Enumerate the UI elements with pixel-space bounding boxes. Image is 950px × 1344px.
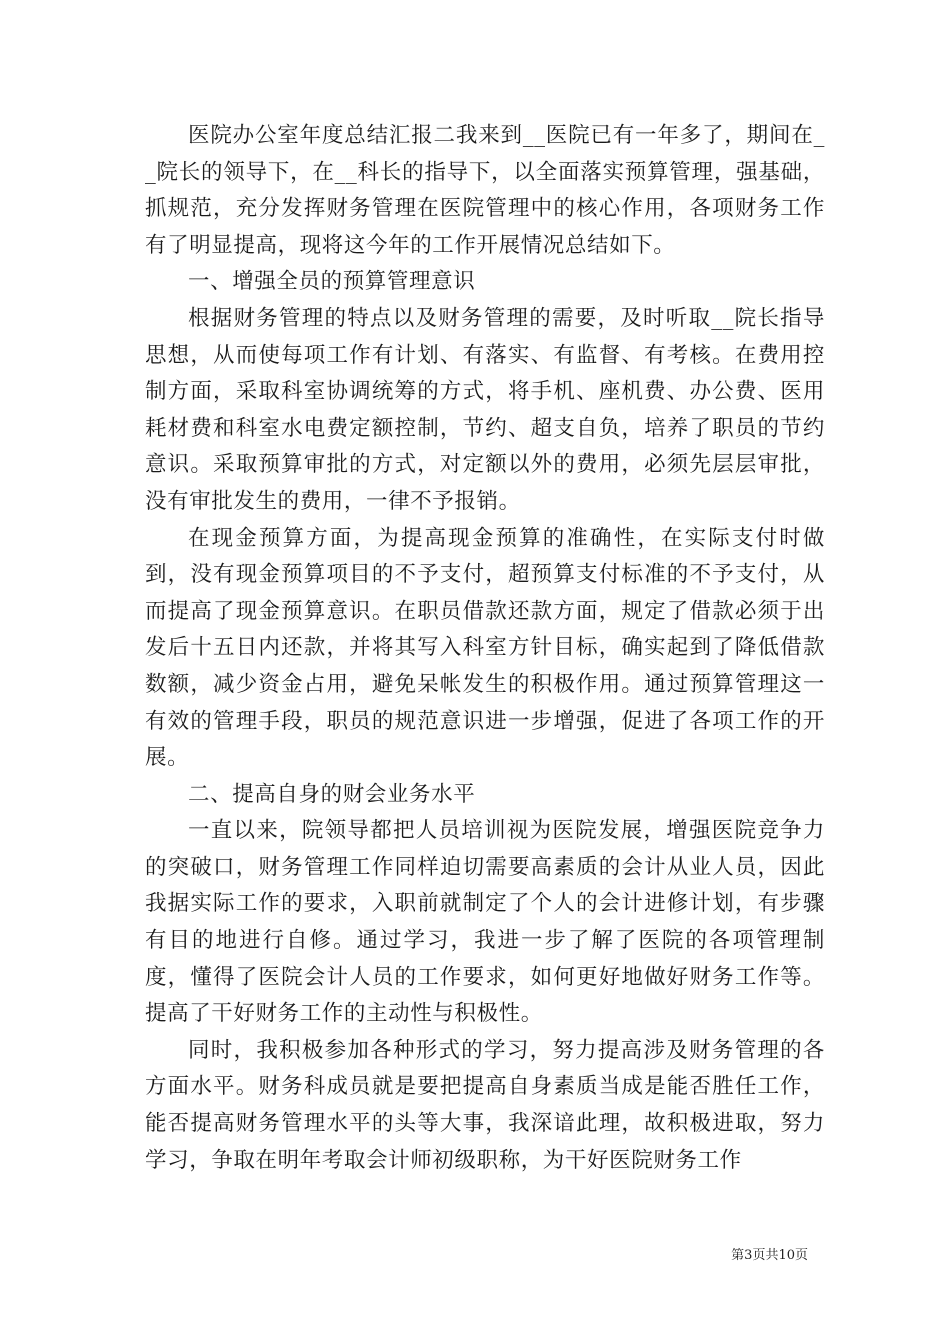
document-body	[145, 118, 825, 1179]
paragraph-study: 同时，我积极参加各种形式的学习，努力提高涉及财务管理的各方面水平。财务科成员就是要把提高自身素质当成是能否胜任工作，能否提高财务管理水平的头等大事，我深谙此理，故积极进取，努力学习，争取在明年考取会计师初级职称，为干好医院财务工作	[145, 1037, 825, 1173]
paragraph-intro: 医院办公室年度总结汇报二我来到__医院已有一年多了，期间在__院长的领导下，在__科长的指导下，以全面落实预算管理，强基础，抓规范，充分发挥财务管理在医院管理中的核心作用，各项财务工作有了明显提高，现将这今年的工作开展情况总结如下。	[145, 123, 825, 258]
paragraph-budget-control: 根据财务管理的特点以及财务管理的需要，及时听取__院长指导思想，从而使每项工作有计划、有落实、有监督、有考核。在费用控制方面，采取科室协调统筹的方式，将手机、座机费、办公费、医用耗材费和科室水电费定额控制，节约、超支自负，培养了职员的节约意识。采取预算审批的方式，对定额以外的费用，必须先层层审批，没有审批发生的费用，一律不予报销。	[145, 305, 825, 514]
section-heading-2: 二、提高自身的财会业务水平	[188, 781, 476, 807]
paragraph-training: 一直以来，院领导都把人员培训视为医院发展，增强医院竞争力的突破口，财务管理工作同样迫切需要高素质的会计从业人员，因此我据实际工作的要求，入职前就制定了个人的会计进修计划，有步骤有目的地进行自修。通过学习，我进一步了解了医院的各项管理制度，懂得了医院会计人员的工作要求，如何更好地做好财务工作等。提高了干好财务工作的主动性与积极性。	[145, 818, 825, 1027]
paragraph-cash-budget: 在现金预算方面，为提高现金预算的准确性，在实际支付时做到，没有现金预算项目的不予支付，超预算支付标准的不予支付，从而提高了现金预算意识。在职员借款还款方面，规定了借款必须于出发后十五日内还款，并将其写入科室方针目标，确实起到了降低借款数额，减少资金占用，避免呆帐发生的积极作用。通过预算管理这一有效的管理手段，职员的规范意识进一步增强，促进了各项工作的开展。	[145, 525, 825, 771]
section-heading-1: 一、增强全员的预算管理意识	[188, 269, 476, 295]
page-number-footer: 第3页共10页	[731, 1248, 808, 1263]
